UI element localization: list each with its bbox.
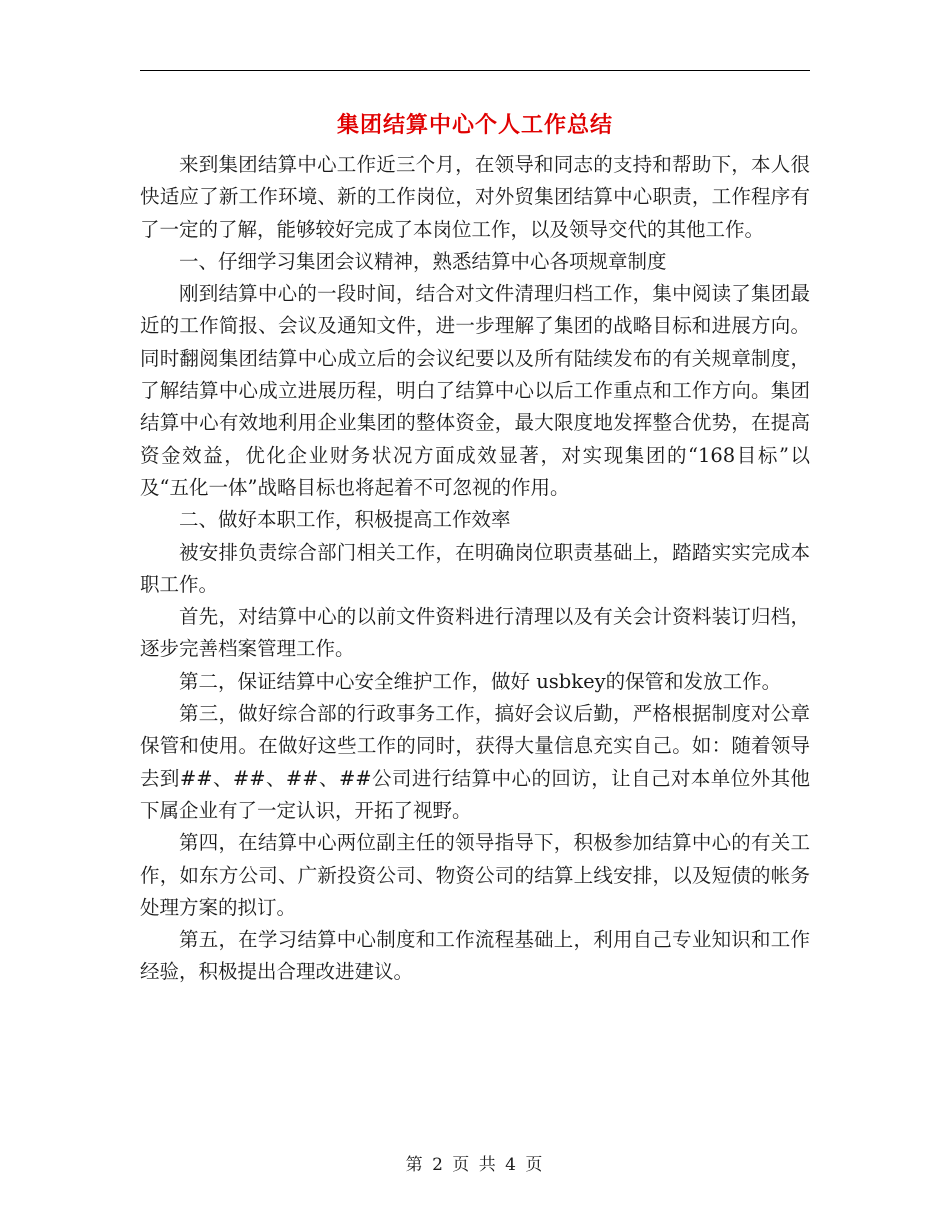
section-heading-2: 二、做好本职工作，积极提高工作效率 (179, 508, 511, 532)
paragraph-fourth: 第四，在结算中心两位副主任的领导指导下，积极参加结算中心的有关工作，如东方公司、广新投资公司、物资公司的结算上线安排，以及短债的帐务处理方案的拟订。 (140, 831, 810, 919)
section-heading-1: 一、仔细学习集团会议精神，熟悉结算中心各项规章制度 (179, 249, 667, 273)
paragraph-study: 刚到结算中心的一段时间，结合对文件清理归档工作，集中阅读了集团最近的工作简报、会议及通知文件，进一步理解了集团的战略目标和进展方向。同时翻阅集团结算中心成立后的会议纪要以及所有陆续发布的有关规章制度，了解结算中心成立进展历程，明白了结算中心以后工作重点和工作方向。集团结算中心有效地利用企业集团的整体资金，最大限度地发挥整合优势，在提高资金效益，优化企业财务状况方面成效显著，对实现集团的“168目标”以及“五化一体”战略目标也将起着不可忽视的作用。 (140, 282, 810, 499)
paragraph-third: 第三，做好综合部的行政事务工作，搞好会议后勤，严格根据制度对公章保管和使用。在做好这些工作的同时，获得大量信息充实自己。如：随着领导去到##、##、##、##公司进行结算中心的回访，让自己对本单位外其他下属企业有了一定认识，开拓了视野。 (140, 702, 810, 822)
paragraph-intro: 来到集团结算中心工作近三个月，在领导和同志的支持和帮助下，本人很快适应了新工作环境、新的工作岗位，对外贸集团结算中心职责，工作程序有了一定的了解，能够较好完成了本岗位工作，以及领导交代的其他工作。 (140, 153, 810, 241)
paragraph-second: 第二，保证结算中心安全维护工作，做好 usbkey的保管和发放工作。 (179, 669, 782, 693)
paragraph-first: 首先，对结算中心的以前文件资料进行清理以及有关会计资料装订归档，逐步完善档案管理工作。 (140, 605, 810, 661)
paragraph-duties: 被安排负责综合部门相关工作，在明确岗位职责基础上，踏踏实实完成本职工作。 (140, 540, 810, 596)
paragraph-fifth: 第五，在学习结算中心制度和工作流程基础上，利用自己专业知识和工作经验，积极提出合理改进建议。 (140, 928, 810, 984)
document-title: 集团结算中心个人工作总结 (336, 112, 613, 138)
header-rule (140, 70, 810, 71)
document-body (140, 149, 810, 989)
page-number: 第 2 页 共 4 页 (405, 1155, 545, 1175)
